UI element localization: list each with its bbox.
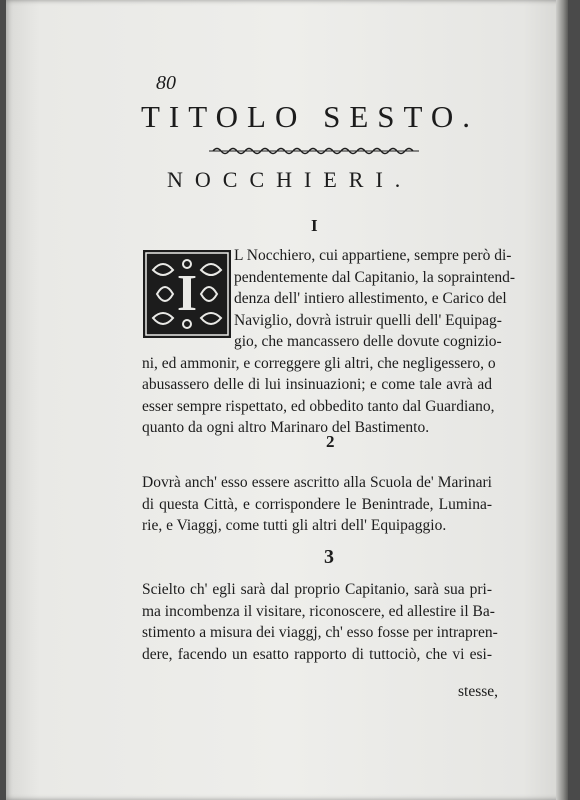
text-line: rie, e Viaggj, come tutti gli altri dell' Equipaggio. <box>142 517 447 534</box>
article-1-number: I <box>311 216 318 235</box>
text-line: gio, che mancassero delle dovute cognizio- <box>234 333 502 350</box>
text-line: L Nocchiero, cui appartiene, sempre però di- <box>234 247 512 264</box>
text-line: esser sempre rispettato, ed obbedito tanto dal Guardiano, <box>142 397 495 415</box>
text-line: stimento a misura dei viaggj, ch' esso fosse per intrapren- <box>142 624 498 641</box>
ornament-rule-icon <box>209 146 419 156</box>
page-number: 80 <box>156 72 176 94</box>
article-3-number: 3 <box>324 546 334 568</box>
text-line: denza dell' intiero allestimento, e Carico del <box>234 290 507 307</box>
book-spine-shadow <box>556 0 568 800</box>
article-3-text <box>142 579 498 665</box>
article-1-text <box>142 245 516 439</box>
text-line: dere, facendo un esatto rapporto di tuttociò, che vi esi- <box>142 645 492 663</box>
chapter-title: NOCCHIERI. <box>167 167 413 192</box>
text-line: ni, ed ammonir, e correggere gli altri, che negligessero, o <box>142 354 496 372</box>
text-line: abusassero delle di lui insinuazioni; e come tale avrà ad <box>142 376 492 393</box>
text-line: di questa Città, e corrispondere le Benintrade, Lumina- <box>142 495 492 513</box>
text-line: Naviglio, dovrà istruir quelli dell' Equipag- <box>234 311 502 329</box>
text-line: pendentemente dal Capitanio, la sopraintend- <box>234 268 516 286</box>
text-line: ma incombenza il visitare, riconoscere, ed allestire il Ba- <box>142 602 495 620</box>
article-2-number: 2 <box>326 432 335 451</box>
section-title: TITOLO SESTO. <box>141 99 480 134</box>
drop-cap-letter: I <box>176 265 198 322</box>
article-2-text <box>142 472 492 537</box>
book-page <box>6 0 568 800</box>
text-line: Scielto ch' egli sarà dal proprio Capitanio, sarà sua pri- <box>142 581 492 598</box>
text-line: quanto da ogni altro Marinaro del Bastimento. <box>142 419 430 436</box>
text-line: Dovrà anch' esso essere ascritto alla Scuola de' Marinari <box>142 474 492 491</box>
catchword: stesse, <box>458 683 499 700</box>
